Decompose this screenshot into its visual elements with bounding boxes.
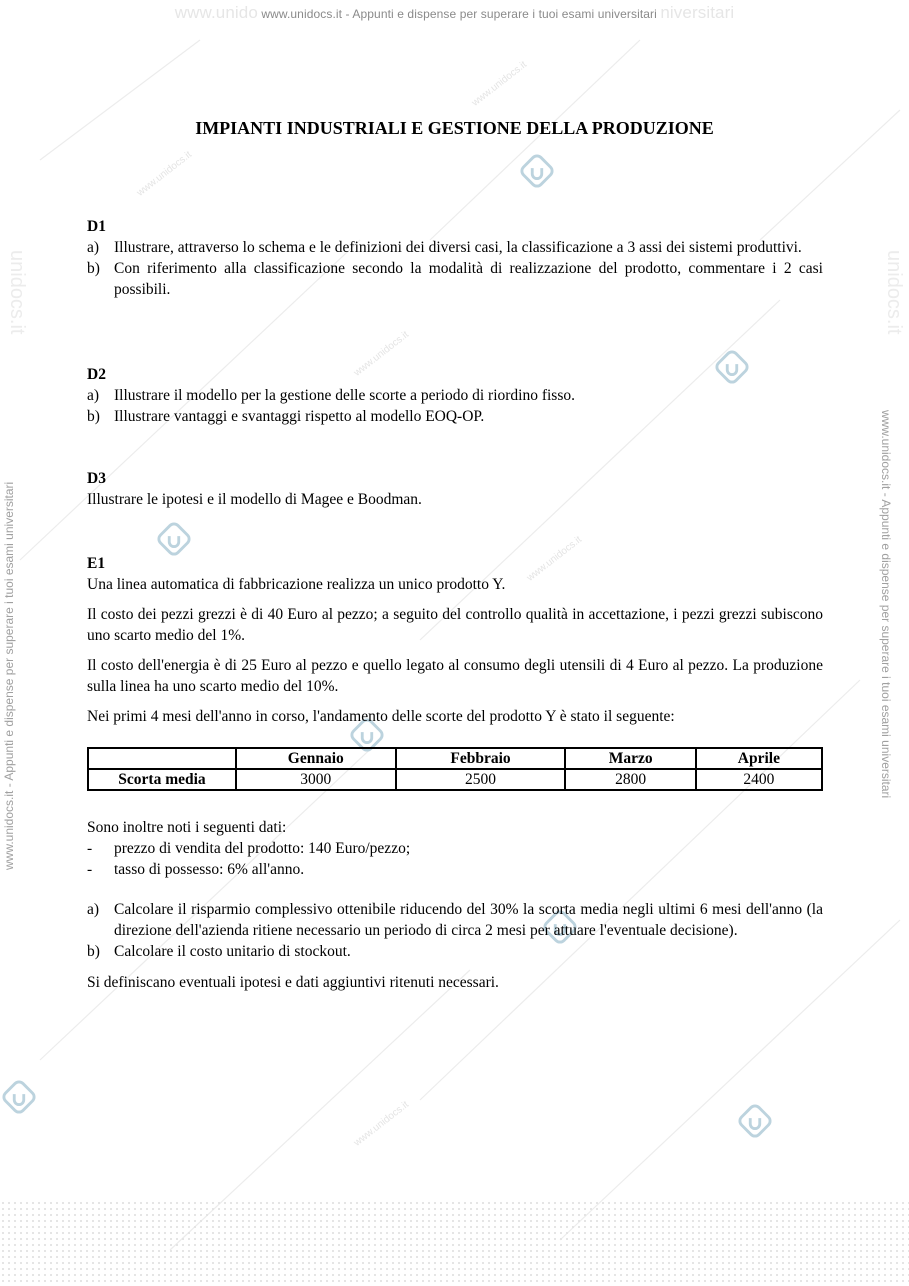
list-item xyxy=(87,258,823,300)
table-header-cell: Gennaio xyxy=(236,748,396,769)
watermark-dot-pattern xyxy=(0,1200,909,1286)
item-text: Calcolare il costo unitario di stockout. xyxy=(114,943,351,960)
list-item xyxy=(87,838,823,859)
section-e1-questions xyxy=(87,899,823,993)
paragraph: Nei primi 4 mesi dell'anno in corso, l'andamento delle scorte del prodotto Y è stato il seguente: xyxy=(87,708,675,725)
section-e1-data xyxy=(87,817,823,880)
watermark-header-text: www.unidocs.it - Appunti e dispense per superare i tuoi esami universitari xyxy=(261,7,657,21)
table-header-cell: Febbraio xyxy=(396,748,566,769)
table-header-row xyxy=(88,748,822,769)
watermark-diagonal-text: www.unidocs.it xyxy=(525,534,584,584)
table-cell: 3000 xyxy=(236,769,396,790)
section-e1 xyxy=(87,553,823,727)
list-item xyxy=(87,385,823,406)
watermark-diagonal-text: www.unidocs.it xyxy=(352,329,411,379)
section-heading: D2 xyxy=(87,366,106,383)
data-intro: Sono inoltre noti i seguenti dati: xyxy=(87,819,287,836)
table-row-label: Scorta media xyxy=(88,769,236,790)
table-corner-cell xyxy=(88,748,236,769)
table-cell: 2500 xyxy=(396,769,566,790)
section-heading: E1 xyxy=(87,555,106,572)
table-row xyxy=(88,769,822,790)
section-d3 xyxy=(87,468,823,510)
stock-table xyxy=(87,747,823,791)
item-text: Illustrare, attraverso lo schema e le definizioni dei diversi casi, la classificazione a 3 assi dei sistemi produttivi. xyxy=(114,239,802,256)
watermark-ghost-vertical-left: unidocs.it xyxy=(6,250,28,335)
item-text: tasso di possesso: 6% all'anno. xyxy=(114,861,305,878)
watermark-logo-icon xyxy=(518,152,556,190)
watermark-diagonal-text: www.unidocs.it xyxy=(352,1099,411,1149)
item-label: b) xyxy=(87,260,100,277)
list-item xyxy=(87,859,823,880)
watermark-right-vertical: www.unidocs.it - Appunti e dispense per superare i tuoi esami universitari xyxy=(879,410,893,799)
watermark-ghost-left: www.unido xyxy=(174,3,258,22)
table-header-cell: Aprile xyxy=(696,748,822,769)
section-heading: D1 xyxy=(87,218,106,235)
section-heading: D3 xyxy=(87,470,106,487)
watermark-ghost-vertical-right: unidocs.it xyxy=(883,250,905,335)
watermark-ghost-right: niversitari xyxy=(660,3,735,22)
item-label: - xyxy=(87,840,93,857)
item-label: a) xyxy=(87,239,100,256)
list-item xyxy=(87,237,823,258)
list-item xyxy=(87,899,823,941)
item-label: b) xyxy=(87,943,100,960)
item-label: - xyxy=(87,861,93,878)
list-item xyxy=(87,941,823,962)
section-d2 xyxy=(87,364,823,427)
item-text: prezzo di vendita del prodotto: 140 Euro/pezzo; xyxy=(114,840,411,857)
watermark-left-vertical: www.unidocs.it - Appunti e dispense per superare i tuoi esami universitari xyxy=(2,481,16,870)
item-label: b) xyxy=(87,408,100,425)
watermark-diagonal-text: www.unidocs.it xyxy=(135,149,194,199)
item-text: Illustrare il modello per la gestione delle scorte a periodo di riordino fisso. xyxy=(114,387,575,404)
table-header-cell: Marzo xyxy=(565,748,695,769)
closing-note: Si definiscano eventuali ipotesi e dati aggiuntivi ritenuti necessari. xyxy=(87,974,499,991)
paragraph: Una linea automatica di fabbricazione realizza un unico prodotto Y. xyxy=(87,576,506,593)
paragraph: Il costo dell'energia è di 25 Euro al pezzo e quello legato al consumo degli utensili di 4 Euro al pezzo. La produzione sulla linea ha uno scarto medio del 10%. xyxy=(87,657,823,695)
watermark-logo-icon xyxy=(0,1078,38,1116)
list-item xyxy=(87,406,823,427)
document-title: IMPIANTI INDUSTRIALI E GESTIONE DELLA PRODUZIONE xyxy=(195,118,714,138)
section-d1 xyxy=(87,216,823,300)
table-cell: 2400 xyxy=(696,769,822,790)
watermark-diagonal-text: www.unidocs.it xyxy=(470,59,529,109)
item-text: Illustrare vantaggi e svantaggi rispetto al modello EOQ-OP. xyxy=(114,408,485,425)
table-cell: 2800 xyxy=(565,769,695,790)
watermark-logo-icon xyxy=(736,1102,774,1140)
item-text: Con riferimento alla classificazione secondo la modalità di realizzazione del prodotto, commentare i 2 casi possibili. xyxy=(114,260,823,298)
paragraph: Il costo dei pezzi grezzi è di 40 Euro al pezzo; a seguito del controllo qualità in accettazione, i pezzi grezzi subiscono uno scarto medio del 1%. xyxy=(87,606,823,644)
section-text: Illustrare le ipotesi e il modello di Magee e Boodman. xyxy=(87,491,422,508)
item-label: a) xyxy=(87,901,100,918)
item-text: Calcolare il risparmio complessivo ottenibile riducendo del 30% la scorta media negli ultimi 6 mesi dell'anno (la direzione dell'azienda ritiene necessario un periodo di circa 2 mesi per attuare l'eventuale decisione). xyxy=(114,901,823,939)
watermark-header xyxy=(0,3,909,23)
item-label: a) xyxy=(87,387,100,404)
